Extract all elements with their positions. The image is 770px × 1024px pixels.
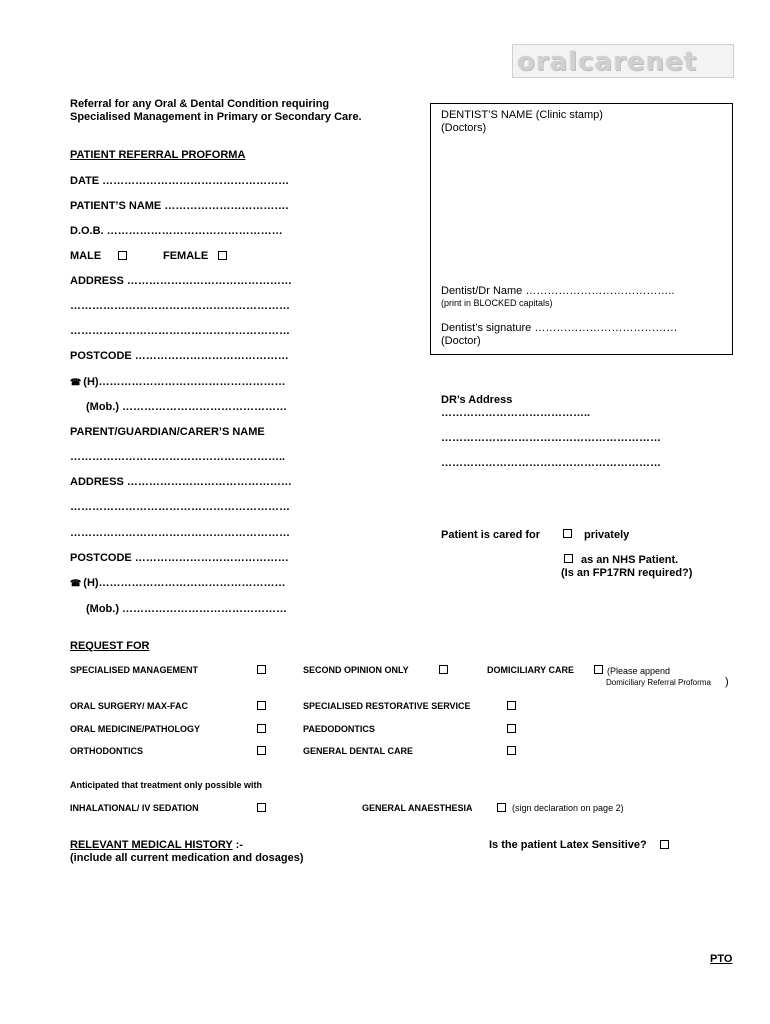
female-label: FEMALE [163, 250, 209, 262]
telephone-icon: ☎ [70, 377, 81, 387]
guardian-home-phone-field[interactable] [70, 577, 286, 589]
nhs-label: as an NHS Patient. [581, 554, 679, 566]
medical-history-title-text: RELEVANT MEDICAL HISTORY [70, 839, 233, 851]
dr-address-line-1[interactable]: ………………………………….. [441, 407, 591, 419]
stamp-title: DENTIST’S NAME (Clinic stamp) [441, 109, 603, 121]
patient-home-phone-field[interactable] [70, 376, 286, 388]
guardian-home-phone-text: (H)…………………………………………… [83, 577, 286, 589]
stamp-subtitle: (Doctors) [441, 122, 487, 134]
latex-checkbox[interactable] [660, 840, 669, 849]
care-label: Patient is cared for [441, 529, 541, 541]
dr-address-line-2[interactable]: …………………………………………………… [441, 432, 661, 444]
privately-label: privately [584, 529, 630, 541]
privately-checkbox[interactable] [563, 529, 572, 538]
male-label: MALE [70, 250, 102, 262]
general-anaesthesia-label: GENERAL ANAESTHESIA [362, 803, 473, 813]
dr-address-title: DR’s Address [441, 394, 513, 406]
dob-field[interactable]: D.O.B. ………………………………………… [70, 225, 283, 237]
dentist-signature-field[interactable]: Dentist’s signature ………………………………… [441, 322, 678, 334]
oral-medicine-label: ORAL MEDICINE/PATHOLOGY [70, 724, 201, 734]
general-dental-label: GENERAL DENTAL CARE [303, 746, 414, 756]
date-field[interactable]: DATE …………………………………………… [70, 175, 290, 187]
guardian-name-field[interactable]: ………………………………………………….. [70, 451, 286, 463]
male-checkbox[interactable] [118, 251, 127, 260]
medical-history-title-suffix: :- [232, 839, 243, 851]
nhs-checkbox[interactable] [564, 554, 573, 563]
proforma-title: PATIENT REFERRAL PROFORMA [70, 149, 246, 161]
oral-medicine-checkbox[interactable] [257, 724, 266, 733]
header-line-2: Specialised Management in Primary or Secondary Care. [70, 111, 362, 123]
guardian-mobile-field[interactable]: (Mob.) ……………………………………… [86, 603, 288, 615]
specialised-management-label: SPECIALISED MANAGEMENT [70, 665, 199, 675]
patient-postcode-field[interactable]: POSTCODE …………………………………… [70, 350, 289, 362]
oral-surgery-label: ORAL SURGERY/ MAX-FAC [70, 701, 189, 711]
oral-surgery-checkbox[interactable] [257, 701, 266, 710]
domiciliary-note-1: (Please append [607, 666, 671, 676]
anticipated-label: Anticipated that treatment only possible with [70, 780, 263, 790]
domiciliary-note-2: Domiciliary Referral Proforma [606, 678, 711, 687]
paedodontics-checkbox[interactable] [507, 724, 516, 733]
clinic-stamp-box[interactable] [430, 103, 733, 355]
domiciliary-label: DOMICILIARY CARE [487, 665, 575, 675]
latex-label: Is the patient Latex Sensitive? [489, 839, 647, 851]
restorative-label: SPECIALISED RESTORATIVE SERVICE [303, 701, 471, 711]
domiciliary-checkbox[interactable] [594, 665, 603, 674]
orthodontics-label: ORTHODONTICS [70, 746, 143, 756]
specialised-management-checkbox[interactable] [257, 665, 266, 674]
inhalational-checkbox[interactable] [257, 803, 266, 812]
medical-history-title [70, 839, 243, 851]
guardian-postcode-field[interactable]: POSTCODE …………………………………… [70, 552, 289, 564]
fp17rn-label: (Is an FP17RN required?) [561, 567, 693, 579]
header-line-1: Referral for any Oral & Dental Condition requiring [70, 98, 330, 110]
guardian-address-field[interactable]: ADDRESS ……………………………………… [70, 476, 292, 488]
request-title: REQUEST FOR [70, 640, 150, 652]
patient-mobile-field[interactable]: (Mob.) ……………………………………… [86, 401, 288, 413]
dentist-signature-note: (Doctor) [441, 335, 481, 347]
pto-label: PTO [710, 953, 733, 965]
patient-address-line-3[interactable]: …………………………………………………… [70, 325, 290, 337]
female-checkbox[interactable] [218, 251, 227, 260]
patient-name-field[interactable]: PATIENT’S NAME ……………………………. [70, 200, 289, 212]
paedodontics-label: PAEDODONTICS [303, 724, 375, 734]
general-dental-checkbox[interactable] [507, 746, 516, 755]
second-opinion-checkbox[interactable] [439, 665, 448, 674]
medical-history-subtitle: (include all current medication and dosages) [70, 852, 304, 864]
logo-text: oralcarenet [517, 47, 698, 77]
second-opinion-label: SECOND OPINION ONLY [303, 665, 409, 675]
guardian-address-line-3[interactable]: …………………………………………………… [70, 527, 290, 539]
dentist-name-field[interactable]: Dentist/Dr Name ………………………………….. [441, 285, 675, 297]
inhalational-label: INHALATIONAL/ IV SEDATION [70, 803, 199, 813]
dentist-name-note: (print in BLOCKED capitals) [441, 298, 553, 308]
orthodontics-checkbox[interactable] [257, 746, 266, 755]
domiciliary-note-paren: ) [725, 676, 729, 688]
ga-note: (sign declaration on page 2) [512, 803, 624, 813]
patient-home-phone-text: (H)…………………………………………… [83, 376, 286, 388]
telephone-icon: ☎ [70, 578, 81, 588]
patient-address-line-2[interactable]: …………………………………………………… [70, 300, 290, 312]
general-anaesthesia-checkbox[interactable] [497, 803, 506, 812]
guardian-title: PARENT/GUARDIAN/CARER’S NAME [70, 426, 265, 438]
guardian-address-line-2[interactable]: …………………………………………………… [70, 501, 290, 513]
logo [512, 44, 734, 78]
patient-address-field[interactable]: ADDRESS ……………………………………… [70, 275, 292, 287]
restorative-checkbox[interactable] [507, 701, 516, 710]
dr-address-line-3[interactable]: …………………………………………………… [441, 457, 661, 469]
